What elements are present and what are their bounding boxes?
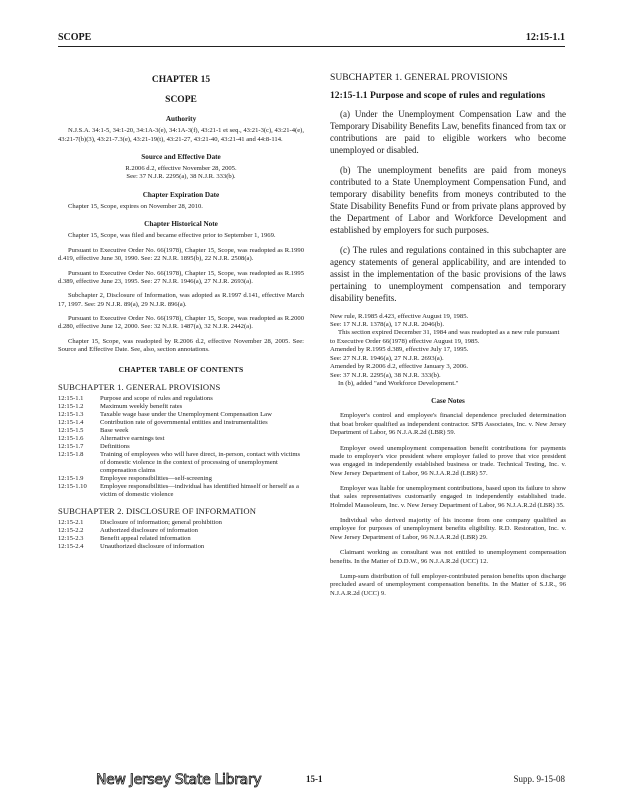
case-note: Lump-sum distribution of full employer-contributed pension benefits upon discharge precluded award of unemployment compensation benefits. In the Matter of S.J.R., 96 N.J.A.R.2d (UCC) 9. xyxy=(330,572,566,597)
section-history xyxy=(330,313,566,389)
toc-text: Definitions xyxy=(100,443,130,451)
toc-number: 12:15-2.3 xyxy=(58,535,84,543)
subchapter-heading: SUBCHAPTER 1. GENERAL PROVISIONS xyxy=(330,72,508,83)
toc-row xyxy=(58,451,304,475)
history-line: New rule, R.1985 d.423, effective August 19, 1985. xyxy=(330,312,469,320)
section-heading: 12:15-1.1 Purpose and scope of rules and regulations xyxy=(330,90,546,101)
historical-paragraph: Subchapter 2, Disclosure of Information, was adopted as R.1997 d.141, effective March 17, 1997. See: 29 N.J.R. 89(a), 29 N.J.R. 896(a). xyxy=(58,292,304,308)
rule-paragraph: (c) The rules and regulations contained in this subchapter are agency statements of general applicability, and are intended to assist in the implementation of the basic provisions of the laws pertaining to unemployment compensation and temporary disability benefits. xyxy=(330,244,566,303)
right-column xyxy=(330,72,566,598)
toc-row xyxy=(58,443,304,451)
supplement-date: Supp. 9-15-08 xyxy=(513,774,565,784)
toc-number: 12:15-1.7 xyxy=(58,443,84,451)
historical-paragraph: Pursuant to Executive Order No. 66(1978), Chapter 15, Scope, was readopted as R.1990 d.419, effective June 30, 1990. See: 22 N.J.R. 1895(b), 22 N.J.R. 2508(a). xyxy=(58,246,304,263)
authority-text: N.J.S.A. 34:1-5, 34:1-20, 34:1A-3(e), 34:1A-3(f), 43:21-1 et seq., 43:21-3(c), 43:21-4(e), 43:21-7(b)(3), 43:21-7.3(e), 43:21-19(t), 43:21-27, 43:21-40, 43:21-41 and 44:8-114. xyxy=(58,127,304,143)
left-column xyxy=(58,72,304,551)
toc-row xyxy=(58,419,304,427)
historical-note xyxy=(58,232,304,354)
toc-text: Unauthorized disclosure of information xyxy=(100,543,205,551)
chapter-number: CHAPTER 15 xyxy=(151,75,211,85)
toc-text: Base week xyxy=(100,427,129,435)
toc-row xyxy=(58,435,304,443)
expiration-heading: Chapter Expiration Date xyxy=(142,190,220,199)
header-left: SCOPE xyxy=(58,32,92,43)
case-note: Employer owed unemployment compensation benefit contributions for payments made to employer's vice president where employer failed to prove that vice president was engaged in independently established business or trade. Technical Testing, Inc. v. New Jersey Department of Labor, 96 N.J.A.R.2d (LBR) 57. xyxy=(330,444,566,477)
chapter-title: SCOPE xyxy=(165,95,197,106)
history-line: See: 37 N.J.R. 2295(a), 38 N.J.R. 333(b). xyxy=(330,371,441,379)
running-header xyxy=(58,32,565,47)
toc-row xyxy=(58,395,304,403)
toc-heading: CHAPTER TABLE OF CONTENTS xyxy=(118,365,244,375)
toc-text: Benefit appeal related information xyxy=(100,535,191,543)
source-text: R.2006 d.2, effective November 28, 2005. xyxy=(125,165,237,173)
authority-heading: Authority xyxy=(165,115,197,124)
toc-text: Training of employees who will have direct, in-person, contact with victims of domestic violence in the context of processing of unemployment compensation claims xyxy=(100,451,301,475)
toc-row xyxy=(58,519,304,527)
toc-number: 12:15-1.2 xyxy=(58,403,84,411)
history-line: In (b), added "and Workforce Development." xyxy=(338,380,459,388)
rule-paragraph: (a) Under the Unemployment Compensation Law and the Temporary Disability Benefits Law, benefits financed from tax or contributions are paid to eligible workers who become unemployed or disabled. xyxy=(330,109,566,155)
toc-number: 12:15-2.2 xyxy=(58,527,84,535)
toc-row xyxy=(58,411,304,419)
historical-paragraph: Pursuant to Executive Order No. 66(1978), Chapter 15, Scope, was readopted as R.1995 d.389, effective June 23, 1995. See: 27 N.J.R. 1946(a), 27 N.J.R. 2693(a). xyxy=(58,269,304,285)
toc-number: 12:15-1.9 xyxy=(58,475,84,483)
toc-text: Alternative earnings test xyxy=(100,435,165,443)
case-note: Employer's control and employee's financial dependence precluded determination that boat broker qualified as independent contractor. SFB Associates, Inc. v. New Jersey Department of Labor, 96 N.J.A.R.2d (LBR) 59. xyxy=(330,412,566,437)
toc-number: 12:15-2.4 xyxy=(58,543,84,551)
library-logo: New Jersey State Library xyxy=(96,772,262,788)
toc-row xyxy=(58,543,304,551)
toc-number: 12:15-1.5 xyxy=(58,427,84,435)
historical-paragraph: Pursuant to Executive Order No. 66(1978), Chapter 15, Scope, was readopted as R.2000 d.280, effective June 12, 2000. See: 32 N.J.R. 1487(a), 32 N.J.R. 2442(a). xyxy=(58,315,304,331)
toc-subchapter-title: SUBCHAPTER 1. GENERAL PROVISIONS xyxy=(58,382,221,393)
history-line: See: 27 N.J.R. 1946(a), 27 N.J.R. 2693(a). xyxy=(330,354,444,362)
toc-number: 12:15-1.3 xyxy=(58,411,84,419)
toc-text: Employee responsibilities—self-screening xyxy=(100,475,212,483)
case-notes-heading: Case Notes xyxy=(431,397,465,406)
historical-paragraph: Chapter 15, Scope, was readopted by R.2006 d.2, effective November 28, 2005. See: Source and Effective Date. See, also, section annotations. xyxy=(58,337,304,354)
case-note: Individual who derived majority of his income from one company qualified as employee for purposes of unemployment benefits eligibility. R.D. Restoration, Inc. v. New Jersey Department of Labor, 96 N.J.A.R.2d (LBR) 29. xyxy=(330,517,566,541)
history-line: Amended by R.2006 d.2, effective January 3, 2006. xyxy=(330,363,469,371)
source-text: See: 37 N.J.R. 2295(a), 38 N.J.R. 333(b). xyxy=(126,173,236,181)
toc-text: Authorized disclosure of information xyxy=(100,527,198,535)
toc-text: Taxable wage base under the Unemployment Compensation Law xyxy=(100,411,272,419)
case-note: Employer was liable for unemployment contributions, based upon its failure to show that sales representatives customarily engaged in independently established trade. Holmdel Mausoleum, Inc. v. New Jersey Department of Labor, 96 N.J.A.R.2d (LBR) 35. xyxy=(330,484,566,509)
history-line: Amended by R.1995 d.389, effective July 17, 1995. xyxy=(330,346,469,354)
historical-heading: Chapter Historical Note xyxy=(144,220,218,229)
toc-number: 12:15-2.1 xyxy=(58,519,84,527)
toc-row xyxy=(58,527,304,535)
history-line: See: 17 N.J.R. 1378(a), 17 N.J.R. 2046(b). xyxy=(330,320,445,328)
history-line: This section expired December 31, 1984 and was readopted as a new rule pursuant to Executive Order 66(1978) effective August 19, 1985. xyxy=(330,329,560,345)
toc-text: Employee responsibilities—individual has identified himself or herself as a victim of domestic violence xyxy=(100,483,299,499)
toc-subchapter-title: SUBCHAPTER 2. DISCLOSURE OF INFORMATION xyxy=(58,506,257,517)
rule-paragraph: (b) The unemployment benefits are paid from moneys contributed to a State Unemployment Compensation Fund, and temporary disability benefits from moneys contributed to the State Disability Benefits Fund or from private plans approved by the Department of Labor and Workforce Development and established by employers for such purposes. xyxy=(330,164,566,235)
toc-number: 12:15-1.4 xyxy=(58,419,84,427)
page-footer xyxy=(96,774,565,794)
toc-number: 12:15-1.6 xyxy=(58,435,84,443)
toc-text: Maximum weekly benefit rates xyxy=(100,403,183,411)
toc-number: 12:15-1.10 xyxy=(58,483,87,491)
toc-row xyxy=(58,483,304,499)
toc-text: Disclosure of information; general prohibition xyxy=(100,519,222,527)
toc-list xyxy=(58,519,304,551)
toc-text: Purpose and scope of rules and regulations xyxy=(100,394,213,402)
expiration-text: Chapter 15, Scope, expires on November 28, 2010. xyxy=(68,202,203,210)
source-heading: Source and Effective Date xyxy=(141,152,221,161)
header-right: 12:15-1.1 xyxy=(525,32,565,43)
page-number: 15-1 xyxy=(306,774,323,784)
toc-number: 12:15-1.1 xyxy=(58,394,84,402)
toc-row xyxy=(58,475,304,483)
historical-paragraph: Chapter 15, Scope, was filed and became effective prior to September 1, 1969. xyxy=(68,232,276,240)
case-note: Claimant working as consultant was not entitled to unemployment compensation benefits. In the Matter of D.D.W., 96 N.J.A.R.2d (UCC) 12. xyxy=(330,549,566,565)
toc-row xyxy=(58,535,304,543)
toc-text: Contribution rate of governmental entities and instrumentalities xyxy=(100,419,268,427)
toc-row xyxy=(58,403,304,411)
toc-list xyxy=(58,395,304,499)
toc-number: 12:15-1.8 xyxy=(58,451,84,459)
toc-row xyxy=(58,427,304,435)
